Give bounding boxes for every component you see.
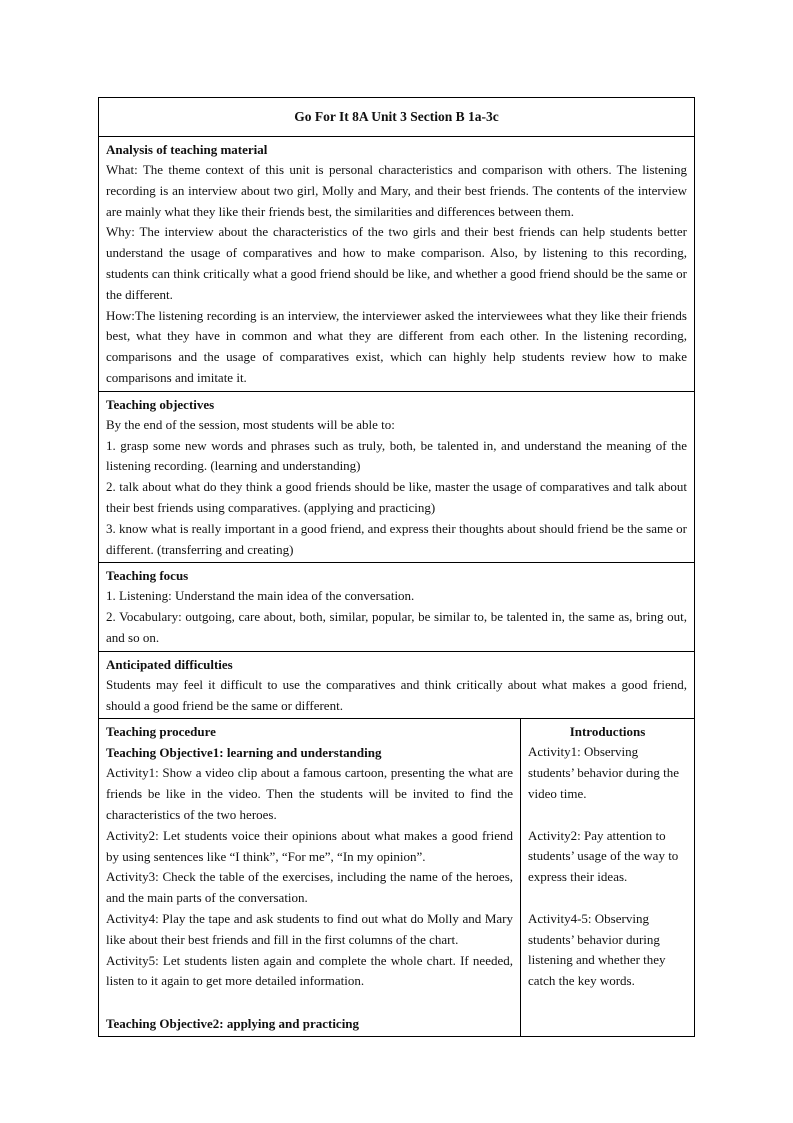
lesson-plan-table [98,97,695,1037]
objective2-heading: Teaching Objective2: applying and practicing [106,1015,360,1031]
difficulties-heading: Anticipated difficulties [106,656,233,672]
procedure-heading: Teaching procedure [106,724,216,740]
activity-item: Activity3: Check the table of the exercises, including the name of the heroes, and the main parts of the conversation. [106,869,513,906]
document-title: Go For It 8A Unit 3 Section B 1a-3c [294,109,499,124]
introduction-item: Activity4-5: Observing students’ behavior during listening and whether they catch the key words. [528,910,666,989]
activity-item: Activity4: Play the tape and ask students to find out what do Molly and Mary like about their best friends and fill in the first columns of the chart. [106,910,513,947]
objective-item: 2. talk about what do they think a good friends should be like, master the usage of comparatives and talk about their best friends using comparatives. (applying and practicing) [106,479,687,515]
focus-section [99,562,694,650]
activity-item: Activity1: Show a video clip about a famous cartoon, presenting the what are friends be like in the video. Then the students will be invited to find the characteristics of the two heroes. [106,765,513,822]
objective-item: 1. grasp some new words and phrases such as truly, both, be talented in, and understand the meaning of the listening recording. (learning and understanding) [106,437,687,474]
introduction-item: Activity1: Observing students’ behavior during the video time. [528,744,680,801]
objectives-section [99,391,694,563]
analysis-section [99,136,694,391]
focus-item: 2. Vocabulary: outgoing, care about, both, similar, popular, be similar to, be talented in, the same as, bring out, and so on. [106,609,687,645]
analysis-what: What: The theme context of this unit is personal characteristics and comparison with others. The listening recording is an interview about two girl, Molly and Mary, and their best friends. The contents of the interview are mainly what they like their friends best, the similarities and differences between them. [106,162,687,219]
focus-item: 1. Listening: Understand the main idea of the conversation. [106,588,415,604]
introductions-heading: Introductions [569,724,646,740]
procedure-section [99,718,694,1036]
difficulties-section [99,651,694,719]
objective-item: 3. know what is really important in a good friend, and express their thoughts about should friend be the same or different. (transferring and creating) [106,520,687,557]
analysis-why: Why: The interview about the characteristics of the two girls and their best friends can help students better understand the usage of comparatives and how to make comparison. Also, by listening to this recording, students can think critically what a good friend should be like, and whether a good friend should be the same or the different. [106,224,687,302]
objectives-heading: Teaching objectives [106,396,215,412]
activity-item: Activity5: Let students listen again and complete the whole chart. If needed, listen to it again to get more detailed information. [106,952,513,989]
difficulties-text: Students may feel it difficult to use the comparatives and think critically about what makes a good friend, should a good friend be the same or different. [106,676,687,713]
procedure-column [99,719,521,1036]
introduction-item: Activity2: Pay attention to students’ usage of the way to express their ideas. [528,827,679,885]
analysis-heading: Analysis of teaching material [106,142,268,157]
objective1-heading: Teaching Objective1: learning and understanding [106,745,382,761]
introductions-column [521,719,694,1036]
objectives-intro: By the end of the session, most students will be able to: [106,416,395,432]
focus-heading: Teaching focus [106,568,189,584]
analysis-how: How:The listening recording is an interview, the interviewer asked the interviewees what they like their friends best, what they have in common and what they are different from each other. In the listening recording, comparisons and the usage of comparatives exist, which can highly help students review how to make comparisons and imitate it. [106,307,687,385]
activity-item: Activity2: Let students voice their opinions about what makes a good friend by using sentences like “I think”, “For me”, “In my opinion”. [106,827,513,864]
